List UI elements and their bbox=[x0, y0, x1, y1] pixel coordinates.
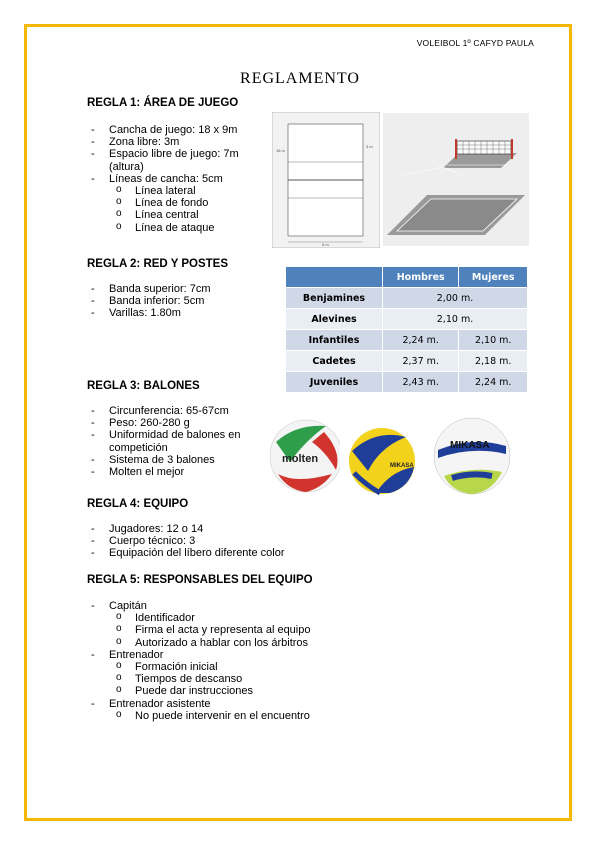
table-cell: 2,43 m. bbox=[383, 372, 459, 393]
list-item-label: Entrenador asistente bbox=[109, 697, 211, 710]
regla3-heading: REGLA 3: BALONES bbox=[87, 380, 200, 392]
list-item: - Peso: 260-280 g bbox=[87, 417, 269, 429]
sub-item: o Firma el acta y representa al equipo bbox=[109, 624, 387, 636]
list-item bbox=[87, 649, 387, 698]
mikasa-tricolor-ball-image bbox=[432, 410, 512, 502]
molten-ball-image bbox=[266, 412, 340, 498]
sub-item: o Línea de ataque bbox=[109, 222, 267, 234]
table-cell-category: Benjamines bbox=[286, 288, 383, 309]
list-item: - Cuerpo técnico: 3 bbox=[87, 535, 387, 547]
list-item: - Banda superior: 7cm bbox=[87, 283, 267, 295]
table-header-mujeres: Mujeres bbox=[459, 267, 528, 288]
table-header-hombres: Hombres bbox=[383, 267, 459, 288]
list-item: - Varillas: 1.80m bbox=[87, 307, 267, 319]
regla3-list bbox=[87, 405, 269, 478]
table-cell: 2,18 m. bbox=[459, 351, 528, 372]
list-item: - Molten el mejor bbox=[87, 466, 269, 478]
court-zone-label: 3 m bbox=[366, 144, 373, 149]
ball-brand-label: molten bbox=[282, 453, 319, 465]
mikasa-yellow-blue-ball-image bbox=[346, 418, 420, 504]
regla1-sublist bbox=[109, 185, 267, 234]
list-item: - Uniformidad de balones en competición bbox=[87, 429, 269, 453]
sub-item: o Identificador bbox=[109, 612, 387, 624]
regla2-list bbox=[87, 283, 267, 320]
sub-item: o No puede intervenir en el encuentro bbox=[109, 710, 387, 722]
regla5-list bbox=[87, 600, 387, 722]
table-cell: 2,24 m. bbox=[383, 330, 459, 351]
regla4-list bbox=[87, 523, 387, 560]
court-perspective-diagram bbox=[383, 113, 529, 246]
page-title: REGLAMENTO bbox=[240, 70, 360, 87]
list-item bbox=[87, 173, 267, 234]
list-item-label: Capitán bbox=[109, 600, 147, 612]
list-item: - Cancha de juego: 18 x 9m bbox=[87, 124, 267, 136]
table-row bbox=[286, 288, 528, 309]
court-diagram bbox=[272, 112, 380, 248]
capitan-sublist bbox=[109, 612, 387, 649]
table-row bbox=[286, 330, 528, 351]
table-cell-category: Alevines bbox=[286, 309, 383, 330]
ball-brand-label: MIKASA bbox=[450, 440, 490, 451]
list-item: - Espacio libre de juego: 7m (altura) bbox=[87, 148, 257, 172]
ball-brand-label: MIKASA bbox=[390, 463, 414, 469]
table-cell: 2,10 m. bbox=[383, 309, 528, 330]
list-item: - Sistema de 3 balones bbox=[87, 454, 269, 466]
sub-item: o Puede dar instrucciones bbox=[109, 685, 387, 697]
regla5-heading: REGLA 5: RESPONSABLES DEL EQUIPO bbox=[87, 574, 313, 586]
regla4-heading: REGLA 4: EQUIPO bbox=[87, 498, 189, 510]
list-item: - Jugadores: 12 o 14 bbox=[87, 523, 387, 535]
table-cell-category: Infantiles bbox=[286, 330, 383, 351]
table-cell-category: Cadetes bbox=[286, 351, 383, 372]
list-item: - Equipación del líbero diferente color bbox=[87, 547, 387, 559]
sub-item: o Línea central bbox=[109, 209, 267, 221]
sub-item: o Formación inicial bbox=[109, 661, 387, 673]
list-item-label: Entrenador bbox=[109, 648, 164, 661]
sub-item: o Línea lateral bbox=[109, 185, 267, 197]
list-item bbox=[87, 698, 387, 722]
list-item: - Circunferencia: 65-67cm bbox=[87, 405, 269, 417]
list-item-label: Líneas de cancha: 5cm bbox=[109, 172, 223, 185]
header-tag: VOLEIBOL 1º CAFYD PAULA bbox=[416, 38, 534, 48]
court-width-label: 9 m bbox=[322, 242, 329, 247]
table-cell: 2,10 m. bbox=[459, 330, 528, 351]
table-cell: 2,00 m. bbox=[383, 288, 528, 309]
asistente-sublist bbox=[109, 710, 387, 722]
table-row bbox=[286, 309, 528, 330]
table-row bbox=[286, 351, 528, 372]
list-item bbox=[87, 600, 387, 649]
entrenador-sublist bbox=[109, 661, 387, 698]
net-height-table bbox=[285, 266, 528, 393]
table-cell: 2,37 m. bbox=[383, 351, 459, 372]
table-cell: 2,24 m. bbox=[459, 372, 528, 393]
regla1-list bbox=[87, 124, 267, 234]
list-item: - Banda inferior: 5cm bbox=[87, 295, 267, 307]
sub-item: o Autorizado a hablar con los árbitros bbox=[109, 637, 387, 649]
regla2-heading: REGLA 2: RED Y POSTES bbox=[87, 258, 229, 270]
list-item: - Zona libre: 3m bbox=[87, 136, 267, 148]
table-cell-category: Juveniles bbox=[286, 372, 383, 393]
table-header-empty bbox=[286, 267, 383, 288]
court-length-label: 18 m bbox=[276, 148, 285, 153]
sub-item: o Línea de fondo bbox=[109, 197, 267, 209]
sub-item: o Tiempos de descanso bbox=[109, 673, 387, 685]
table-row bbox=[286, 372, 528, 393]
regla1-heading: REGLA 1: ÁREA DE JUEGO bbox=[87, 97, 239, 109]
